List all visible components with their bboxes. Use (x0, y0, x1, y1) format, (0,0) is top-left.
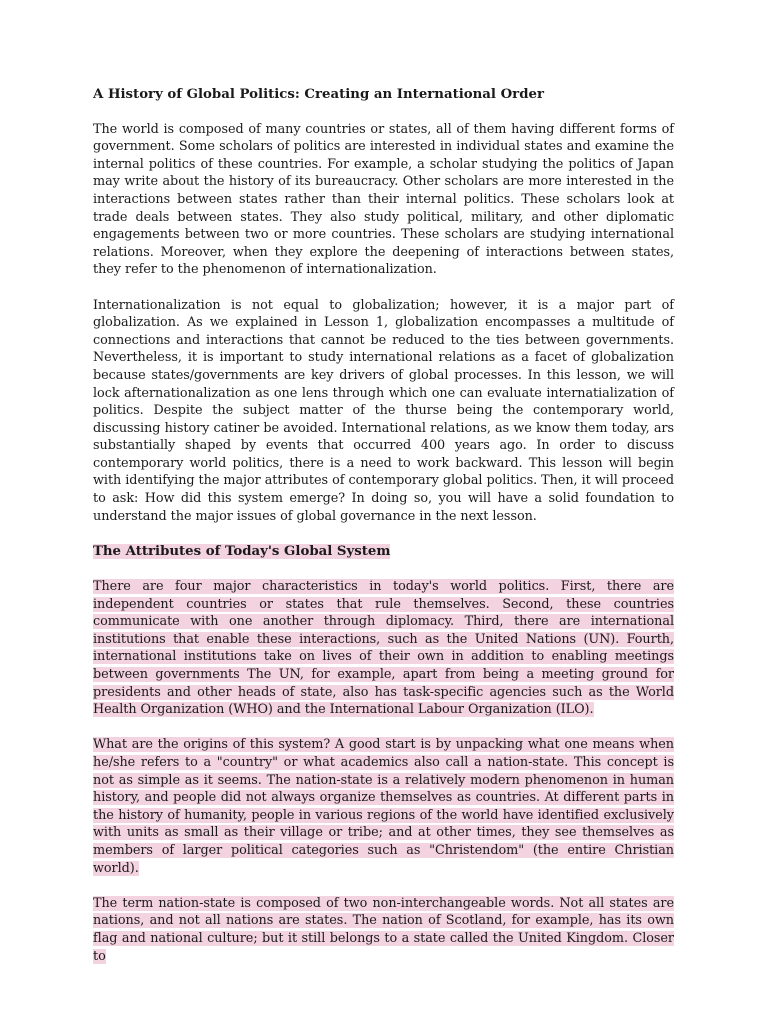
body-paragraph (93, 121, 674, 279)
highlighted-text: The term nation-state is composed of two non-interchangeable words. Not all states are nations, and not all nations are states. The nation of Scotland, for example, has its own flag and national culture; but it still belongs to a state called the United Kingdom. Closer to (93, 895, 674, 964)
highlighted-text: There are four major characteristics in today's world politics. First, there are independent countries or states that rule themselves. Second, these countries communicate with one another through diplomacy. Third, there are international institutions that enable these interactions, such as the United Nations (UN). Fourth, international institutions take on lives of their own in addition to enabling meetings between governments The UN, for example, apart from being a meeting ground for presidents and other heads of state, also has task-specific agencies such as the World Health Organization (WHO) and the International Labour Organization (ILO). (93, 579, 674, 718)
highlighted-paragraph (93, 895, 674, 965)
highlighted-heading-text: The Attributes of Today's Global System (93, 543, 391, 559)
paragraph-text: Internationalization is not equal to globalization; however, it is a major part of globalization. As we explained in Lesson 1, globalization encompasses a multitude of connections and interactions that cannot be reduced to the ties between governments. Nevertheless, it is important to study international relations as a facet of globalization because states/governments are key drivers of global processes. In this lesson, we will lock afternationalization as one lens through which one can evaluate internatialization of politics. Despite the subject matter of the thurse being the contemporary world, discussing history catiner be avoided. International relations, as we know them today, ars substantially shaped by events that occurred 400 years ago. In order to discuss contemporary world politics, there is a need to work backward. This lesson will begin with identifying the major attributes of contemporary global politics. Then, it will proceed to ask: How did this system emerge? In doing so, you will have a solid foundation to understand the major issues of global governance in the next lesson. (93, 297, 674, 524)
highlighted-paragraph (93, 736, 674, 877)
document-title: A History of Global Politics: Creating an International Order (93, 87, 544, 102)
section-heading (93, 543, 674, 561)
highlighted-text: What are the origins of this system? A good start is by unpacking what one means when he/she refers to a "country" or what academics also call a nation-state. This concept is not as simple as it seems. The nation-state is a relatively modern phenomenon in human history, and people did not always organize themselves as countries. At different parts in the history of humanity, people in various regions of the world have identified exclusively with units as small as their village or tribe; and at other times, they see themselves as members of larger political categories such as "Christendom" (the entire Christian world). (93, 737, 674, 876)
highlighted-paragraph (93, 578, 674, 719)
paragraph-text: The world is composed of many countries or states, all of them having different forms of government. Some scholars of politics are interested in individual states and examine the internal politics of these countries. For example, a scholar studying the politics of Japan may write about the history of its bureaucracy. Other scholars are more interested in the interactions between states rather than their internal politics. These scholars look at trade deals between states. They also study political, military, and other diplomatic engagements between two or more countries. These scholars are studying international relations. Moreover, when they explore the deepening of interactions between states, they refer to the phenomenon of internationalization. (93, 121, 674, 278)
body-paragraph (93, 297, 674, 526)
